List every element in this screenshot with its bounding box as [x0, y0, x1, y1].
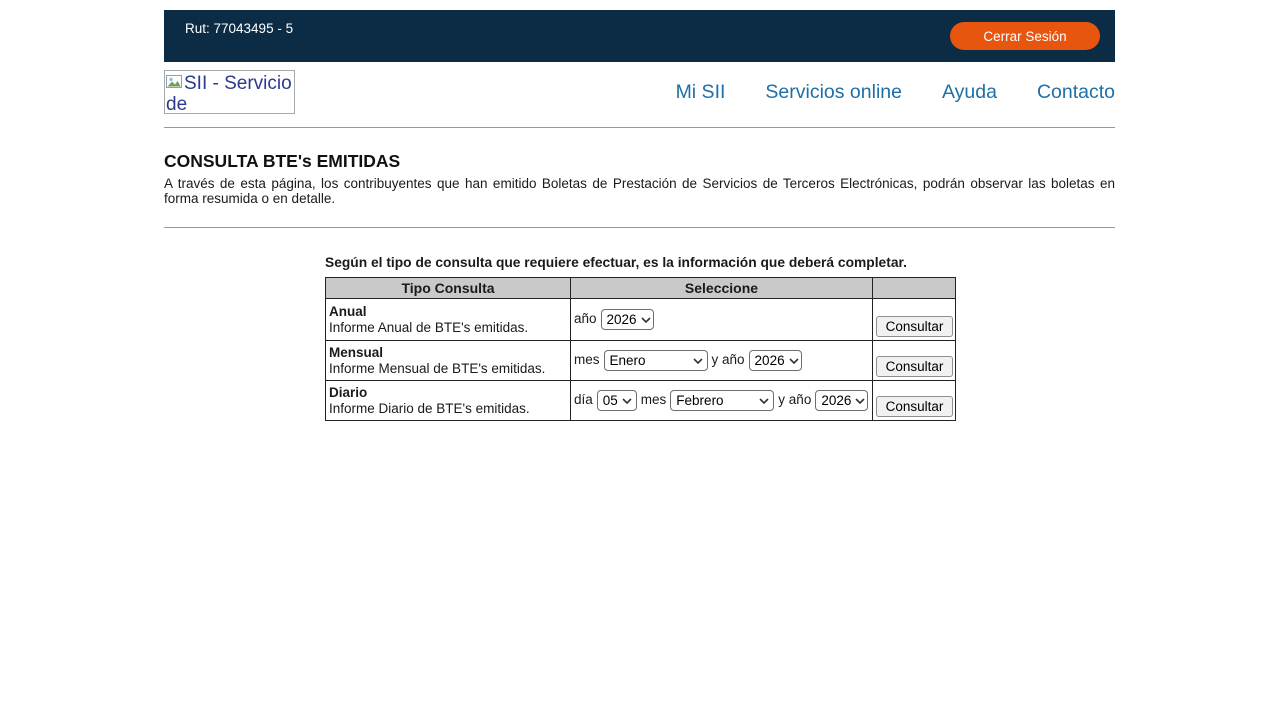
chevron-down-icon [641, 317, 651, 323]
table-row-diario [326, 381, 956, 421]
header-divider [164, 127, 1115, 128]
mensual-label: Mensual [329, 344, 384, 360]
table-row-anual [326, 299, 956, 341]
diario-label: Diario [329, 384, 368, 400]
nav-contacto[interactable]: Contacto [1036, 80, 1115, 103]
logo-alt-text: SII - Servicio de [166, 73, 292, 114]
table-row-mensual [326, 341, 956, 381]
mensual-month-label: mes [574, 352, 600, 368]
instruction-text: Según el tipo de consulta que requiere efectuar, es la información que deberá completar. [325, 255, 907, 270]
anual-label: Anual [329, 303, 367, 319]
broken-image-icon [166, 75, 183, 89]
mensual-month-select[interactable]: Enero [604, 350, 708, 371]
anual-year-select[interactable]: 2026 [601, 309, 654, 330]
anual-consultar-button[interactable]: Consultar [876, 316, 953, 337]
diario-day-select[interactable]: 05 [597, 390, 637, 411]
header-tipo-consulta: Tipo Consulta [326, 278, 571, 299]
content-divider [164, 227, 1115, 228]
table-header-row [326, 278, 956, 299]
mensual-consultar-button[interactable]: Consultar [876, 356, 953, 377]
header-accion [873, 278, 956, 299]
mensual-description: Informe Mensual de BTE's emitidas. [329, 360, 546, 376]
anual-year-label: año [574, 311, 597, 327]
diario-year-select[interactable]: 2026 [815, 390, 868, 411]
mensual-year-label: y año [711, 352, 745, 368]
diario-day-label: día [574, 392, 593, 408]
page-container [164, 10, 1115, 421]
chevron-down-icon [759, 398, 769, 404]
anual-description: Informe Anual de BTE's emitidas. [329, 319, 529, 335]
diario-year-label: y año [778, 392, 812, 408]
site-header [164, 70, 1115, 114]
page-title: CONSULTA BTE's EMITIDAS [164, 151, 401, 171]
chevron-down-icon [789, 358, 799, 364]
header-seleccione: Seleccione [571, 278, 873, 299]
nav-ayuda[interactable]: Ayuda [941, 80, 997, 103]
logout-button[interactable]: Cerrar Sesión [950, 22, 1100, 50]
sii-logo[interactable] [164, 70, 295, 114]
rut-label: Rut: 77043495 - 5 [185, 21, 294, 36]
consult-section [325, 255, 955, 421]
mensual-year-select[interactable]: 2026 [749, 350, 802, 371]
nav-servicios-online[interactable]: Servicios online [765, 80, 902, 103]
nav-mi-sii[interactable]: Mi SII [675, 80, 726, 103]
diario-month-label: mes [640, 392, 667, 408]
main-nav [676, 81, 1115, 104]
diario-description: Informe Diario de BTE's emitidas. [329, 400, 530, 416]
diario-consultar-button[interactable]: Consultar [876, 396, 953, 417]
diario-month-select[interactable]: Febrero [670, 390, 774, 411]
chevron-down-icon [622, 398, 632, 404]
page-description: A través de esta página, los contribuyentes que han emitido Boletas de Prestación de Servicios de Terceros Electrónicas, podrán observar las boletas en forma resumida o en detalle. [164, 176, 1115, 206]
chevron-down-icon [693, 358, 703, 364]
chevron-down-icon [855, 398, 865, 404]
consult-table [325, 277, 956, 421]
session-bar [164, 10, 1115, 62]
